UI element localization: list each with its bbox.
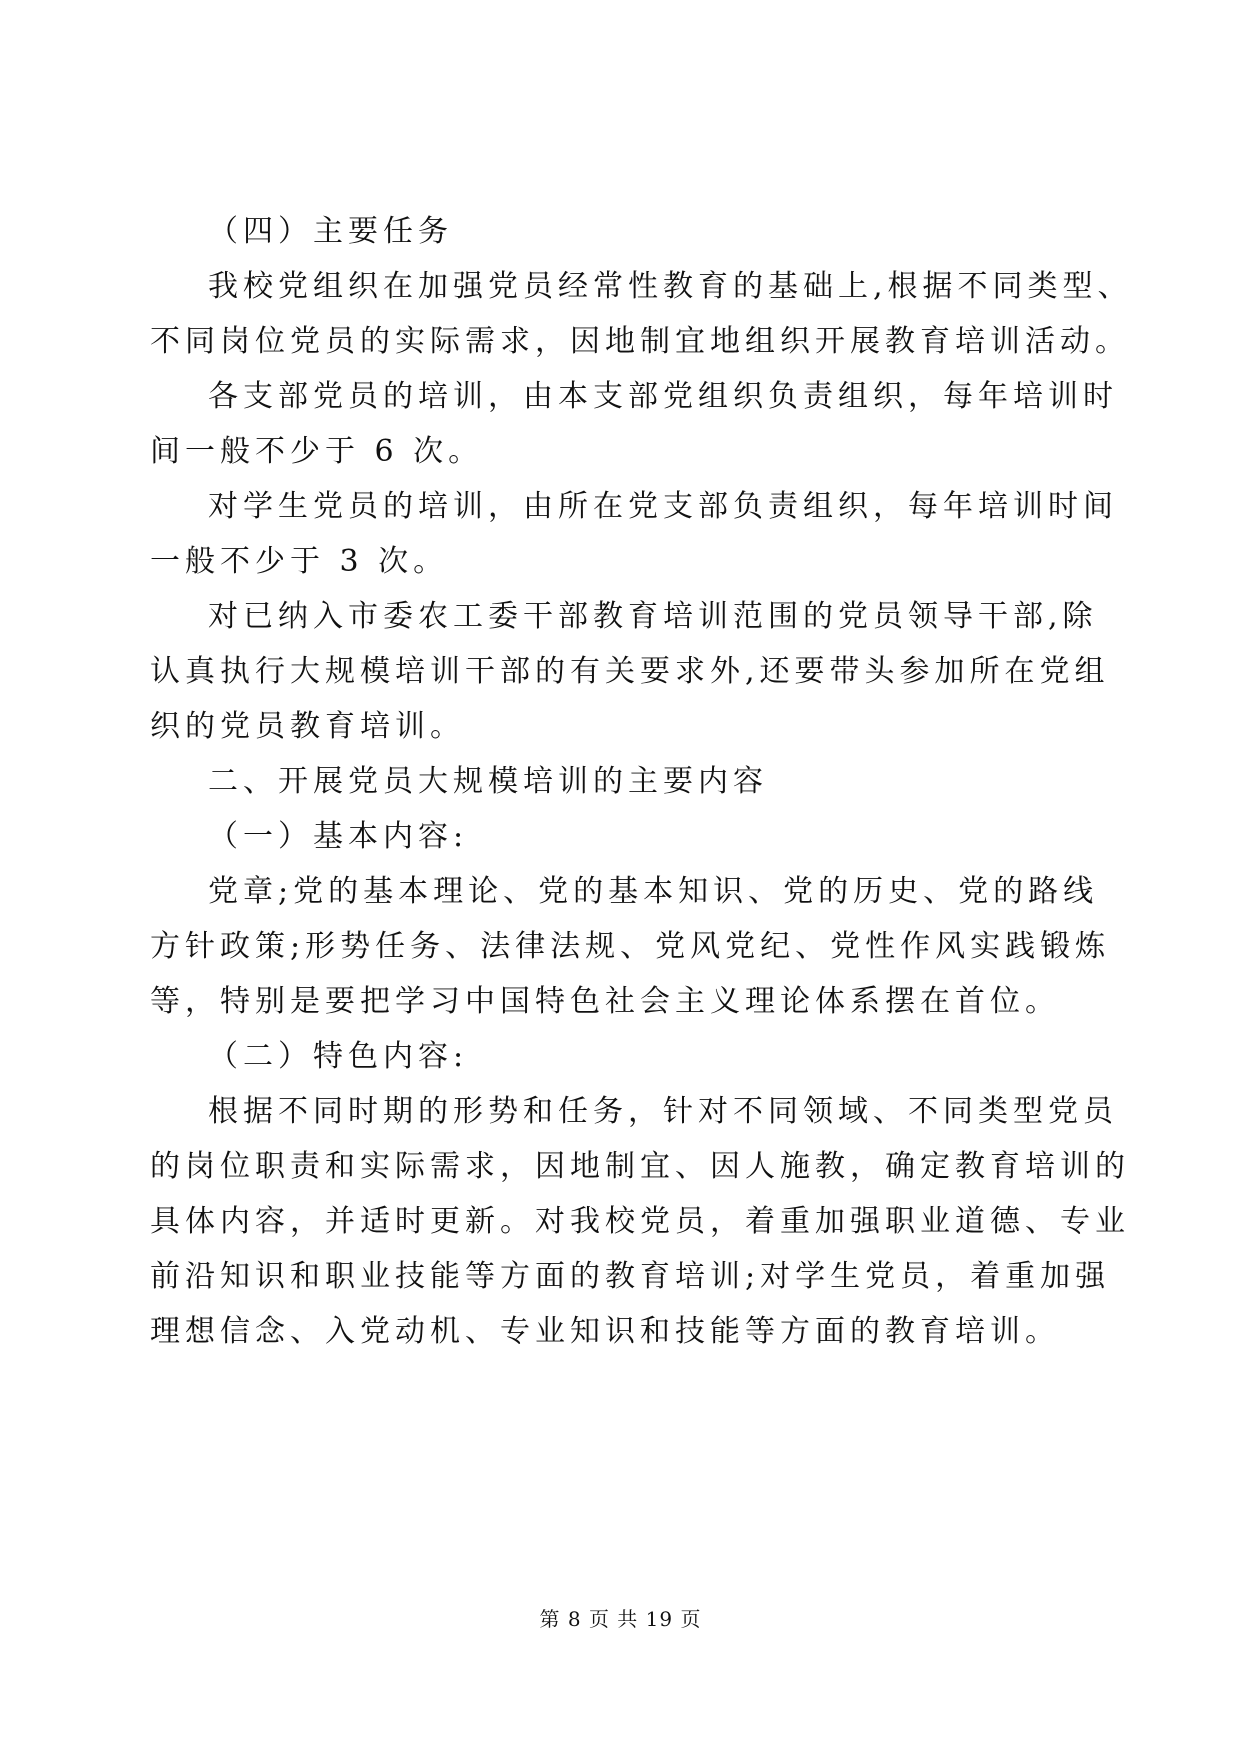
paragraph-line: 对学生党员的培训，由所在党支部负责组织，每年培训时间 [208, 489, 1118, 524]
paragraph-line: 前沿知识和职业技能等方面的教育培训;对学生党员，着重加强 [150, 1259, 1111, 1294]
paragraph-line: 方针政策;形势任务、法律法规、党风党纪、党性作风实践锻炼 [150, 929, 1111, 964]
paragraph-line: 对已纳入市委农工委干部教育培训范围的党员领导干部,除 [208, 599, 1098, 634]
paragraph-line: 不同岗位党员的实际需求，因地制宜地组织开展教育培训活动。 [150, 324, 1130, 359]
paragraph-line: 织的党员教育培训。 [150, 709, 465, 744]
paragraph-line: 的岗位职责和实际需求，因地制宜、因人施教，确定教育培训的 [150, 1149, 1130, 1184]
paragraph-line: 一般不少于 3 次。 [150, 544, 449, 579]
paragraph-line: 等，特别是要把学习中国特色社会主义理论体系摆在首位。 [150, 984, 1060, 1019]
paragraph-line: 认真执行大规模培训干部的有关要求外,还要带头参加所在党组 [150, 654, 1110, 689]
paragraph-line: 根据不同时期的形势和任务，针对不同领域、不同类型党员 [208, 1094, 1118, 1129]
paragraph-line: 我校党组织在加强党员经常性教育的基础上,根据不同类型、 [208, 269, 1133, 304]
paragraph-line: 各支部党员的培训，由本支部党组织负责组织，每年培训时 [208, 379, 1118, 414]
heading-section-two: 二、开展党员大规模培训的主要内容 [208, 764, 768, 799]
heading-special-content: （二）特色内容: [208, 1039, 469, 1074]
heading-basic-content: （一）基本内容: [208, 819, 469, 854]
heading-main-tasks: （四）主要任务 [208, 214, 453, 249]
paragraph-line: 具体内容，并适时更新。对我校党员，着重加强职业道德、专业 [150, 1204, 1130, 1239]
paragraph-line: 党章;党的基本理论、党的基本知识、党的历史、党的路线 [208, 874, 1099, 909]
page-number-footer: 第 8 页 共 19 页 [539, 1607, 702, 1631]
paragraph-line: 间一般不少于 6 次。 [150, 434, 484, 469]
paragraph-line: 理想信念、入党动机、专业知识和技能等方面的教育培训。 [150, 1314, 1060, 1349]
